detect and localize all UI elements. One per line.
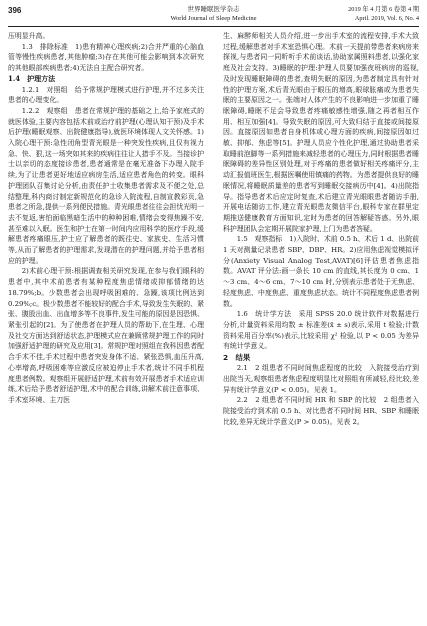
paragraph: 1.6 统计学方法 采用 SPSS 20.0 统计软件对数据进行分析,计量资料采用均数 ± 标准差(x̄ ± s)表示,采用 t 检验;计数资料采用百分率(%)表示,比较采用 χ² 检验,以 P < 0.05 为差异有统计学意义。 (223, 310, 419, 351)
paragraph: 2.2 2 组患者不同时间 HR 和 SBP 的比较 2 组患者入院接受治疗到术前 0.5 h、对比患者不同时间 HR、SBP 和睡眠比较,差异无统计学意义(P > 0.05)。见表 2。 (223, 396, 419, 426)
paragraph: 1.2.1 对照组 给予常规护理模式进行护理,并不过多关注患者的心理变化。 (8, 85, 204, 105)
right-column (223, 31, 419, 621)
paragraph: 1.2.2 观察组 患者在常规护理的基础之上,给予家庭式的就医体验,主要内容包括术前或治疗前护理(心理认知干预)及手术后护理(睡眠观察、出院健康指导),就医环境体现人文关怀感。1)入院心理干预:急性闭角型青光眼是一种突发性疾病,且仅有视力急、快、狠,这一场突如其来的疾病往往让人措手不及。当接诊护士以亲切的态度接诊患者,患者通常是在毫无准备下办理入院手续,为了让患者更好地适应病房生活,适应患者角色的转变。眼科护理团队召集讨论分析,由责任护士收集患者需求及不便之处,总结整理,科内商讨制定新规范化的急诊入院流程,自制宣教彩页,急患者之所急,提供一系列便民措施。青光眼患者往往会担忧光明一去不复返,害怕面临黑暗生活中的种种困难,情绪会变得焦躁不安,甚至难以入眠。医生和护士在第一时间内应用科学的医疗手段,缓解患者疼痛眼压,护士应了解患者的既往史、家族史、生活习惯等,从而了解患者的护理需求,发现潜在的护理问题,并给予患者相应的护理。 (8, 106, 204, 265)
paragraph: 2.1 2 组患者不同时间焦虑程度的比较 入院接受治疗到出院当天,观察组患者焦虑程度明显比对照组有所减轻,经比较,差异有统计学意义(P < 0.05)。见表 1。 (223, 364, 419, 394)
issue-info (348, 5, 419, 23)
paragraph: 2)术前心理干预:根据调查相关研究发现,在参与我们眼科的患者中,其中术前患者有某种程度焦虑情绪或抑郁情绪的达 18.79%;b。少数患者会出现呼吸困难的、急躁,该项比例达到 0.29%;c。极少数患者不能较好的配合手术,导致发生失眠的、紧张、腹股出血、出血增多等不良事件,发生可能的原因是因恐惧、紧张引起的[2]。为了使患者在护理人员的帮助下,在生理、心理及社交方面达到舒适状态,护理模式应在兼顾常规护理工作的同时加强舒适护理的研究及应用[3]。常规护理对照组在我科因患者配合手术不佳,手术过程中患者突发身体不适、紧张恐惧,血压升高,心率增高,呼吸困难等应激反应被迫停止手术者,统计不同手机程度患者例数。观察组开展舒适护理,术前有效开展患者手术适应训练,术后给予患者舒适护理,术中的配合训练,讲解术前注意事项、手术室环境、主刀医 (8, 267, 204, 404)
left-column (8, 31, 204, 621)
paragraph: 生、麻醉师相关人员介绍,进一步出手术室的流程安排,手术大致过程,缓解患者对手术室恐惧心理。术前一天提前带患者来病房来探视,与患者同一同昕听手术前谈话,协助家属照料患者,以强化家庭及社会支持。3)睡眠的护理:护理人员要加强夜班病房的巡视,及时发现睡眠障碍的患者,查明失眠的原因,为患者制定具有针对性的护理方案,术后青光眼由于眼压的增高,眼球胀痛或为患者失眠的主要原因之一。张端对人体产生的不良影响进一步加重了睡眠障碍,睡眠不足会导致患者疼痛敏感性增强,随之再者相互作用、相互加强[4]。导致失眠的原因,可大致归结于直接或间接原因。直接原因如患者自身机体或心理方面的疾病,间接原因如过敏、抑郁、焦虑等[5]。护理人员应个性化护理,通过协助患者采取睡前泡脚等一系列措施来减轻患者的心理压力,同时根据患者睡眠障碍的差异性区别处理,对于疼痛的患者做好相关疼痛评分,主动汇报值班医生,根据医嘱使用镇痛的药物。为患者提供良好的睡眠情况,将睡眠质量差的患者写到睡眠交接病历中[4]。4)出院指导。指导患者术后应定时复查,术后建立青光眼眼患者随访手册,开展电话随访工作,建立青光眼患友微信平台,眼科专家在群里定期推送健康教育方面知识,定时为患者的回答解疑答惑。另外,眼科护理团队会定期开展院家护理,上门为患者答疑。 (223, 32, 419, 233)
issue-cn: 2019 年 4 月第 6 卷第 4 期 (348, 6, 419, 13)
journal-title-en: World Journal of Sleep Medicine (170, 15, 257, 22)
paragraph: 1.5 观察指标 1)入院时、术前 0.5 h、术后 1 d、出院前 1 天对测量记录患者 SBP、DBP、HR。2)应用焦虑视觉模拟评分(Anxiety Visual Analog Test,AVAT)[6]评估患者焦虑指数。AVAT 评分法:画一条长 10 cm 的直线,其长度为 0 cm、1～3 cm、4～6 cm、7～10 cm 时,分别表示患者处于无焦虑、轻度焦虑、中度焦虑、重度焦虑状态。统计不同程度焦虑患者例数。 (223, 235, 419, 308)
page-number: 396 (8, 6, 22, 15)
paragraph: 压明显升高。 (8, 32, 50, 40)
section-heading: 2 结果 (223, 353, 251, 363)
issue-en: April. 2019, Vol. 6, No. 4 (354, 15, 419, 22)
journal-title-cn: 世界睡眠医学杂志 (187, 5, 240, 13)
paragraph: 1.3 排除标准 1)患有精神心理疾病;2)合并严重的心脑血管等慢性疾病患者,其他肿瘤;3)存在其他可能会影响到本次研究的其他眼部疾病患者;4)无法自主配合研究者。 (8, 42, 204, 73)
section-heading: 1.4 护理方法 (8, 73, 56, 83)
running-header (8, 4, 419, 27)
